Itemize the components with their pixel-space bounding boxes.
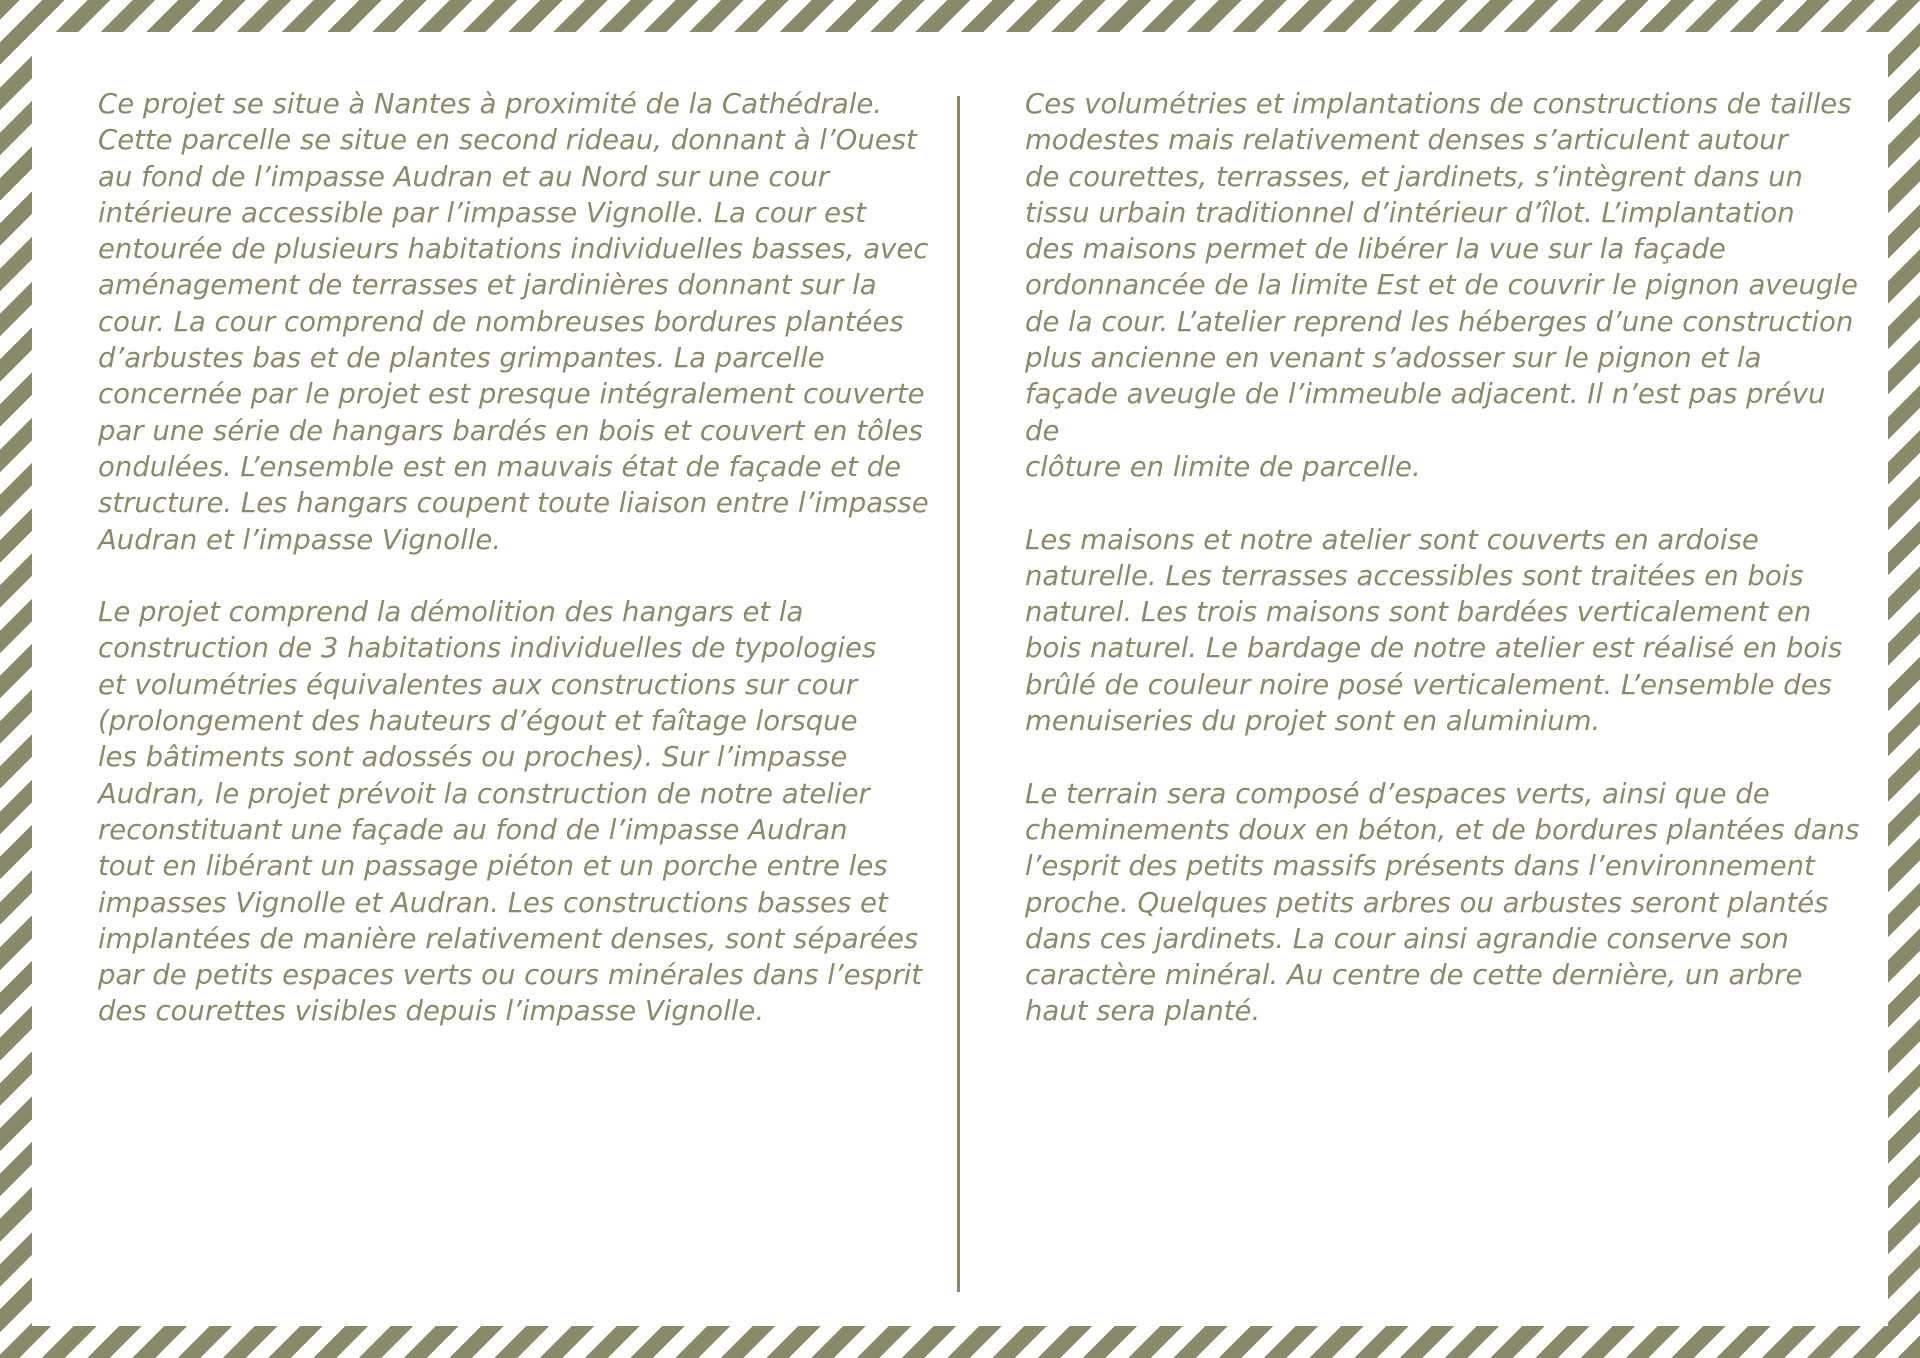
paragraph-site-description: Ce projet se situe à Nantes à proximité de la Cathédrale. Cette parcelle se situe en second rideau, donnant à l’Ouest au fond de l’impasse Audran et au Nord sur une cour intérieure accessible par l’impasse Vignolle. La cour est entourée de plusieurs habitations individuelles basses, avec aménagement de terrasses et jardinières donnant sur la cour. La cour comprend de nombreuses bordures plantées d’arbustes bas et de plantes grimpantes. La parcelle concernée par le projet est presque intégralement couverte par une série de hangars bardés en bois et couvert en tôles ondulées. L’ensemble est en mauvais état de façade et de structure. Les hangars coupent toute liaison entre l’impasse Audran et l’impasse Vignolle. <box>98 88 929 556</box>
paragraph-project-description: Le projet comprend la démolition des hangars et la construction de 3 habitations individuelles de typologies et volumétries équivalentes aux constructions sur cour (prolongement des hauteurs d’égout et faîtage lorsque les bâtiments sont adossés ou proches). Sur l’impasse Audran, le projet prévoit la construction de notre atelier reconstituant une façade au fond de l’impasse Audran tout en libérant un passage piéton et un porche entre les impasses Vignolle et Audran. Les constructions basses et implantées de manière relativement denses, sont séparées par de petits espaces verts ou cours minérales dans l’esprit des courettes visibles depuis l’impasse Vignolle. <box>98 596 923 1028</box>
paragraph-materials: Les maisons et notre atelier sont couverts en ardoise naturelle. Les terrasses accessibles sont traitées en bois naturel. Les trois maisons sont bardées verticalement en bois naturel. Le bardage de notre atelier est réalisé en bois brûlé de couleur noire posé verticalement. L’ensemble des menuiseries du projet sont en aluminium. <box>1025 523 1843 738</box>
column-divider <box>957 96 960 1292</box>
document-page <box>32 32 1888 1326</box>
right-column <box>1025 86 1865 1066</box>
paragraph-landscape: Le terrain sera composé d’espaces verts, ainsi que de cheminements doux en béton, et de bordures plantées dans l’esprit des petits massifs présents dans l’environnement proche. Quelques petits arbres ou arbustes seront plantés dans ces jardinets. La cour ainsi agrandie conserve son caractère minéral. Au centre de cette dernière, un arbre haut sera planté. <box>1025 777 1860 1028</box>
paragraph-volumetry: Ces volumétries et implantations de constructions de tailles modestes mais relativement denses s’articulent autour de courettes, terrasses, et jardinets, s’intègrent dans un tissu urbain traditionnel d’intérieur d’îlot. L’implantation des maisons permet de libérer la vue sur la façade ordonnancée de la limite Est et de couvrir le pignon aveugle de la cour. L’atelier reprend les héberges d’une construction plus ancienne en venant s’adosser sur le pignon et la façade aveugle de l’immeuble adjacent. Il n’est pas prévu de clôture en limite de parcelle. <box>1025 88 1858 483</box>
left-column <box>98 86 958 1066</box>
